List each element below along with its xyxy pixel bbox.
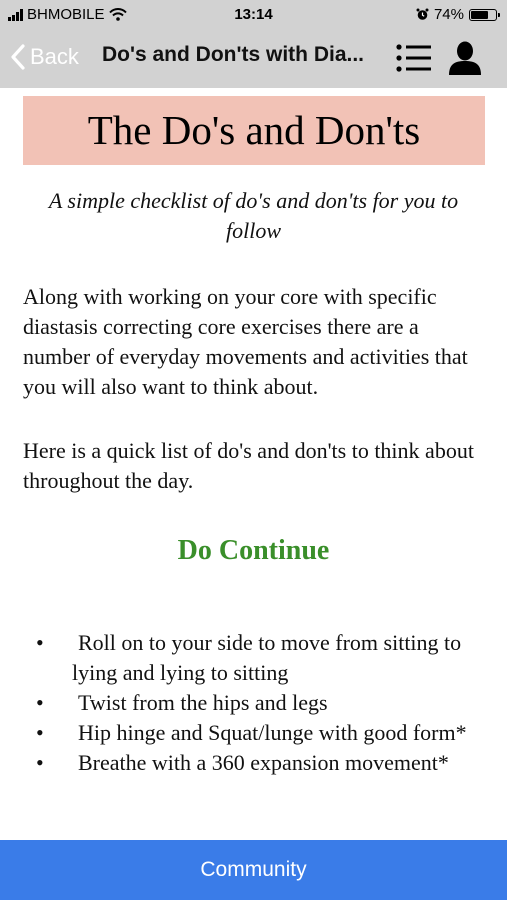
user-icon[interactable] [447,40,483,76]
list-item: • Roll on to your side to move from sitting to lying and lying to sitting [0,628,507,688]
status-right [416,6,497,23]
section-heading-do-continue: Do Continue [177,535,330,566]
battery-icon [469,9,497,21]
subtitle: A simple checklist of do's and don'ts for you to follow [48,188,459,243]
list-item: • Twist from the hips and legs [0,688,507,718]
page-title: Do's and Don'ts with Dia... [102,43,364,66]
community-tab-button[interactable]: Community [0,840,507,900]
list-item: • Hip hinge and Squat/lunge with good form* [0,718,507,748]
list-intro-paragraph: Here is a quick list of do's and don'ts to think about throughout the day. [23,438,474,493]
intro-paragraph: Along with working on your core with specific diastasis correcting core exercises there are a number of everyday movements and activities that you will also want to think about. [23,284,468,399]
list-item: • Breathe with a 360 expansion movement* [0,748,507,778]
alarm-icon [416,8,429,21]
status-bar [0,0,507,30]
list-menu-icon[interactable] [395,42,433,74]
nav-bar [0,32,507,84]
do-list [0,628,507,778]
banner-title: The Do's and Don'ts [23,96,485,165]
back-label: Back [30,44,79,69]
chevron-left-icon [10,43,26,71]
battery-percent: 74% [433,6,464,23]
carrier-name: BHMOBILE [27,6,105,23]
back-button[interactable] [10,40,79,74]
status-time: 13:14 [234,6,273,23]
top-bar [0,0,507,88]
